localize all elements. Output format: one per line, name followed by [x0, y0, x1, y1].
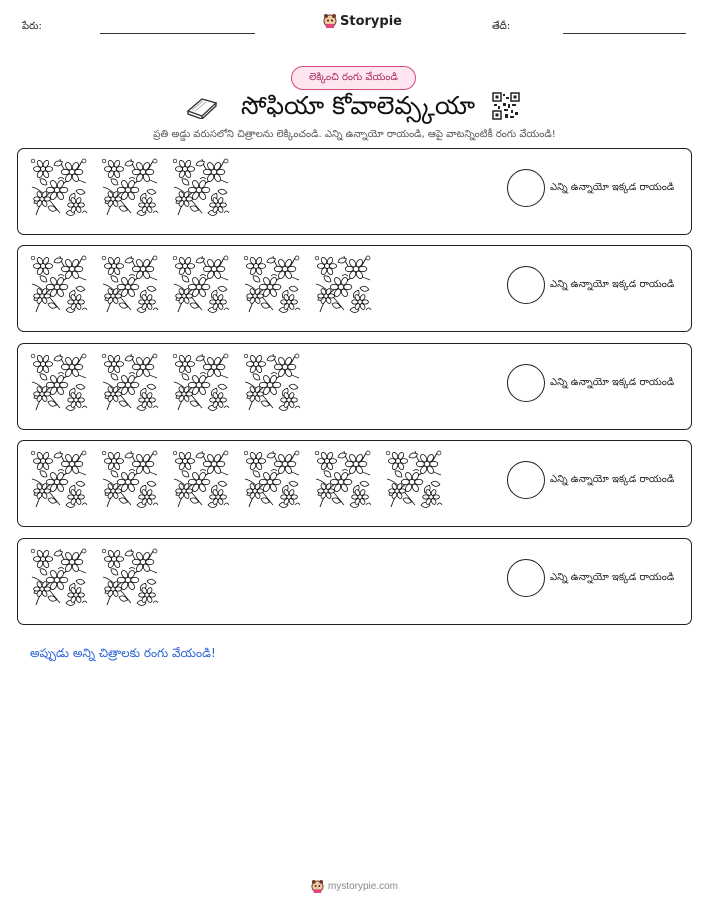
- qr-code-icon: [492, 92, 520, 120]
- name-label: పేరు:: [22, 21, 42, 32]
- flower-pattern-icon: [101, 157, 159, 217]
- answer-circle[interactable]: [507, 169, 545, 207]
- flower-pattern-icon: [30, 449, 88, 509]
- activity-badge: లెక్కించి రంగు వేయండి: [291, 66, 416, 90]
- answer-label: ఎన్ని ఉన్నాయో ఇక్కడ రాయండి: [550, 377, 675, 388]
- footer-url: mystorypie.com: [327, 881, 398, 892]
- counting-row: [17, 343, 692, 430]
- storypie-logo-icon: [323, 13, 337, 29]
- flower-pattern-icon: [172, 254, 230, 314]
- name-line: [100, 33, 255, 34]
- flower-group: [30, 547, 159, 607]
- counting-row: [17, 440, 692, 527]
- flower-pattern-icon: [172, 449, 230, 509]
- flower-pattern-icon: [30, 254, 88, 314]
- flower-pattern-icon: [385, 449, 443, 509]
- closing-instruction: అప్పుడు అన్ని చిత్రాలకు రంగు వేయండి!: [30, 646, 216, 660]
- flower-pattern-icon: [30, 157, 88, 217]
- flower-pattern-icon: [172, 352, 230, 412]
- flower-pattern-icon: [314, 254, 372, 314]
- flower-pattern-icon: [243, 352, 301, 412]
- page-title: సోఫియా కోవాలెవ్స్కయా: [241, 91, 475, 120]
- flower-pattern-icon: [172, 157, 230, 217]
- answer-label: ఎన్ని ఉన్నాయో ఇక్కడ రాయండి: [550, 474, 675, 485]
- storypie-logo-icon: [311, 879, 324, 894]
- brand-name: Storypie: [340, 13, 402, 29]
- flower-pattern-icon: [314, 449, 372, 509]
- answer-label: ఎన్ని ఉన్నాయో ఇక్కడ రాయండి: [550, 279, 675, 290]
- counting-row: [17, 148, 692, 235]
- answer-label: ఎన్ని ఉన్నాయో ఇక్కడ రాయండి: [550, 182, 675, 193]
- answer-circle[interactable]: [507, 559, 545, 597]
- flower-pattern-icon: [101, 254, 159, 314]
- footer: [0, 879, 709, 894]
- flower-group: [30, 157, 230, 217]
- flower-group: [30, 352, 301, 412]
- instructions: ప్రతి అడ్డు వరుసలోని చిత్రాలను లెక్కించండి. ఎన్ని ఉన్నాయో రాయండి, ఆపై వాటన్నింటికీ రంగు వేయండి!: [153, 129, 556, 140]
- answer-label: ఎన్ని ఉన్నాయో ఇక్కడ రాయండి: [550, 572, 675, 583]
- date-line: [563, 33, 686, 34]
- flower-group: [30, 449, 443, 509]
- answer-circle[interactable]: [507, 364, 545, 402]
- flower-pattern-icon: [30, 547, 88, 607]
- answer-circle[interactable]: [507, 266, 545, 304]
- flower-pattern-icon: [243, 254, 301, 314]
- counting-row: [17, 538, 692, 625]
- flower-pattern-icon: [101, 547, 159, 607]
- title-row: [0, 90, 709, 124]
- flower-group: [30, 254, 372, 314]
- flower-pattern-icon: [101, 449, 159, 509]
- flower-pattern-icon: [101, 352, 159, 412]
- flower-pattern-icon: [30, 352, 88, 412]
- date-label: తేదీ:: [492, 21, 511, 32]
- book-icon: [186, 93, 218, 119]
- flower-pattern-icon: [243, 449, 301, 509]
- brand: [323, 13, 402, 29]
- answer-circle[interactable]: [507, 461, 545, 499]
- counting-row: [17, 245, 692, 332]
